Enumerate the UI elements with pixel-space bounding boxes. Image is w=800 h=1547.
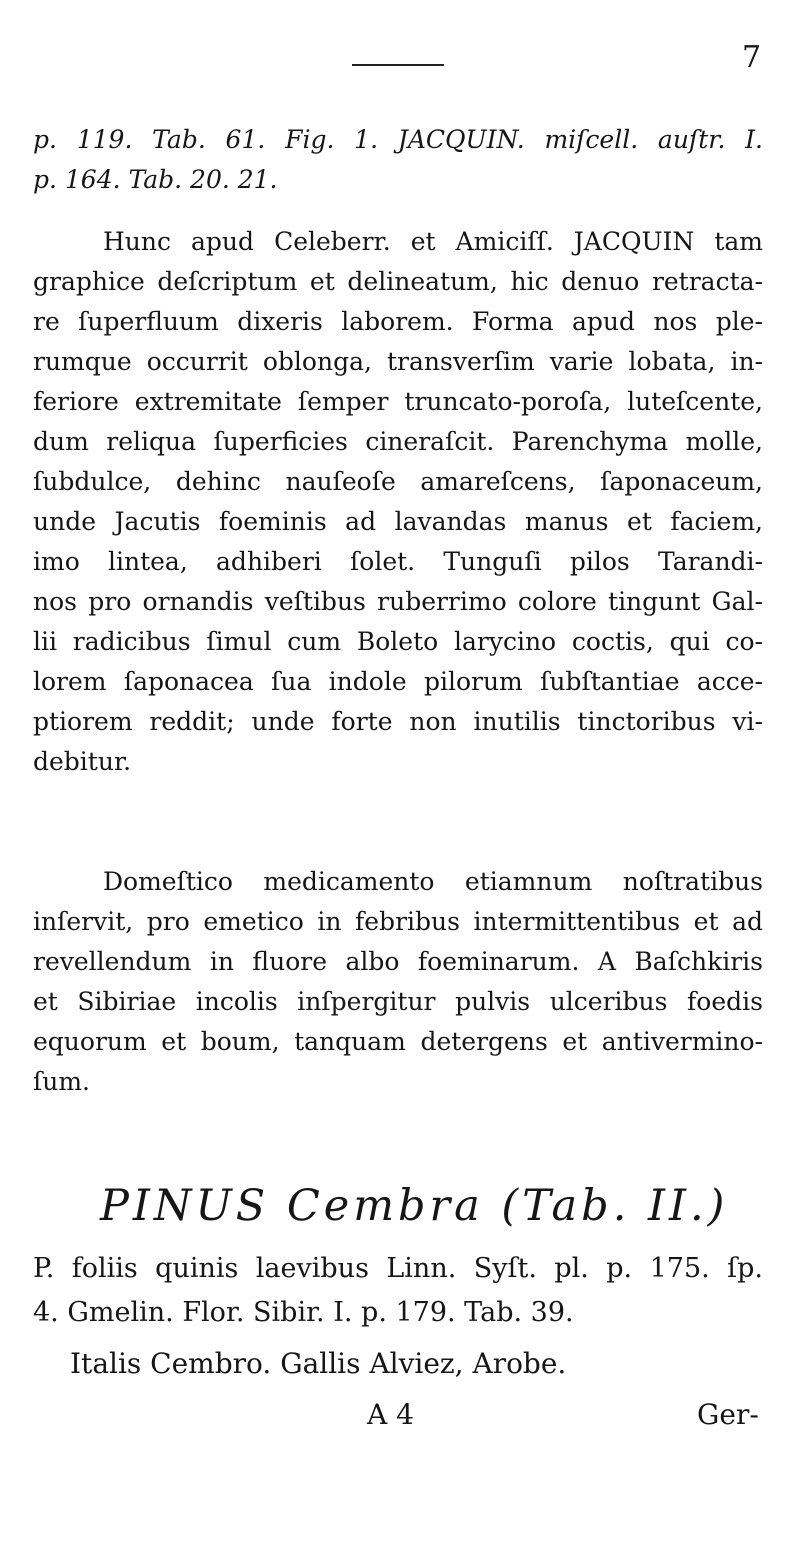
text-line: lii radicibus ſimul cum Boleto larycino coctis, qui co- — [33, 627, 763, 656]
text-line: equorum et boum, tanquam detergens et antivermino- — [33, 1027, 763, 1056]
text-line: P. foliis quinis laevibus Linn. Syſt. pl. p. 175. ſp. — [33, 1253, 763, 1284]
signature-mark: A 4 — [367, 1398, 414, 1431]
header-rule — [352, 64, 444, 66]
text-line: Domeſtico medicamento etiamnum noſtratibus — [103, 867, 763, 896]
text-line: re ſuperfluum dixeris laborem. Forma apud nos ple- — [33, 307, 763, 336]
reference-line: p. 164. Tab. 20. 21. — [33, 165, 278, 194]
text-line: Hunc apud Celeberr. et Amiciſſ. JACQUIN tam — [103, 227, 763, 256]
text-line: feriore extremitate ſemper truncato-poroſa, luteſcente, — [33, 387, 763, 416]
text-line: 4. Gmelin. Flor. Sibir. I. p. 179. Tab. 39. — [33, 1297, 574, 1328]
catchword: Ger- — [697, 1398, 759, 1431]
text-line: ſubdulce, dehinc nauſeoſe amareſcens, ſaponaceum, — [33, 467, 763, 496]
text-line: nos pro ornandis veſtibus ruberrimo colore tingunt Gal- — [33, 587, 763, 616]
reference-block — [33, 120, 763, 200]
species-heading: PINUS Cembra (Tab. II.) — [100, 1181, 729, 1231]
text-line: revellendum in fluore albo foeminarum. A Baſchkiris — [33, 947, 763, 976]
text-line: inſervit, pro emetico in febribus intermittentibus et ad — [33, 907, 763, 936]
text-line: lorem ſaponacea ſua indole pilorum ſubſtantiae acce- — [33, 667, 763, 696]
text-line: dum reliqua ſuperficies cineraſcit. Parenchyma molle, — [33, 427, 763, 456]
page-number: 7 — [742, 40, 762, 75]
text-line: rumque occurrit oblonga, transverſim varie lobata, in- — [33, 347, 763, 376]
text-line: ptiorem reddit; unde forte non inutilis tinctoribus vi- — [33, 707, 763, 736]
text-line: debitur. — [33, 747, 132, 776]
paragraph-uses — [33, 862, 763, 1102]
text-line: imo lintea, adhiberi ſolet. Tunguſi pilos Tarandi- — [33, 547, 763, 576]
species-diagnosis — [33, 1247, 763, 1335]
text-line: graphice deſcriptum et delineatum, hic denuo retracta- — [33, 267, 763, 296]
vernacular-names: Italis Cembro. Gallis Alviez, Arobe. — [70, 1347, 567, 1380]
text-line: et Sibiriae incolis inſpergitur pulvis ulceribus foedis — [33, 987, 763, 1016]
reference-line: p. 119. Tab. 61. Fig. 1. JACQUIN. miſcell. auſtr. I. — [33, 125, 763, 154]
text-line: ſum. — [33, 1067, 91, 1096]
paragraph-description — [33, 222, 763, 782]
text-line: unde Jacutis foeminis ad lavandas manus et faciem, — [33, 507, 763, 536]
